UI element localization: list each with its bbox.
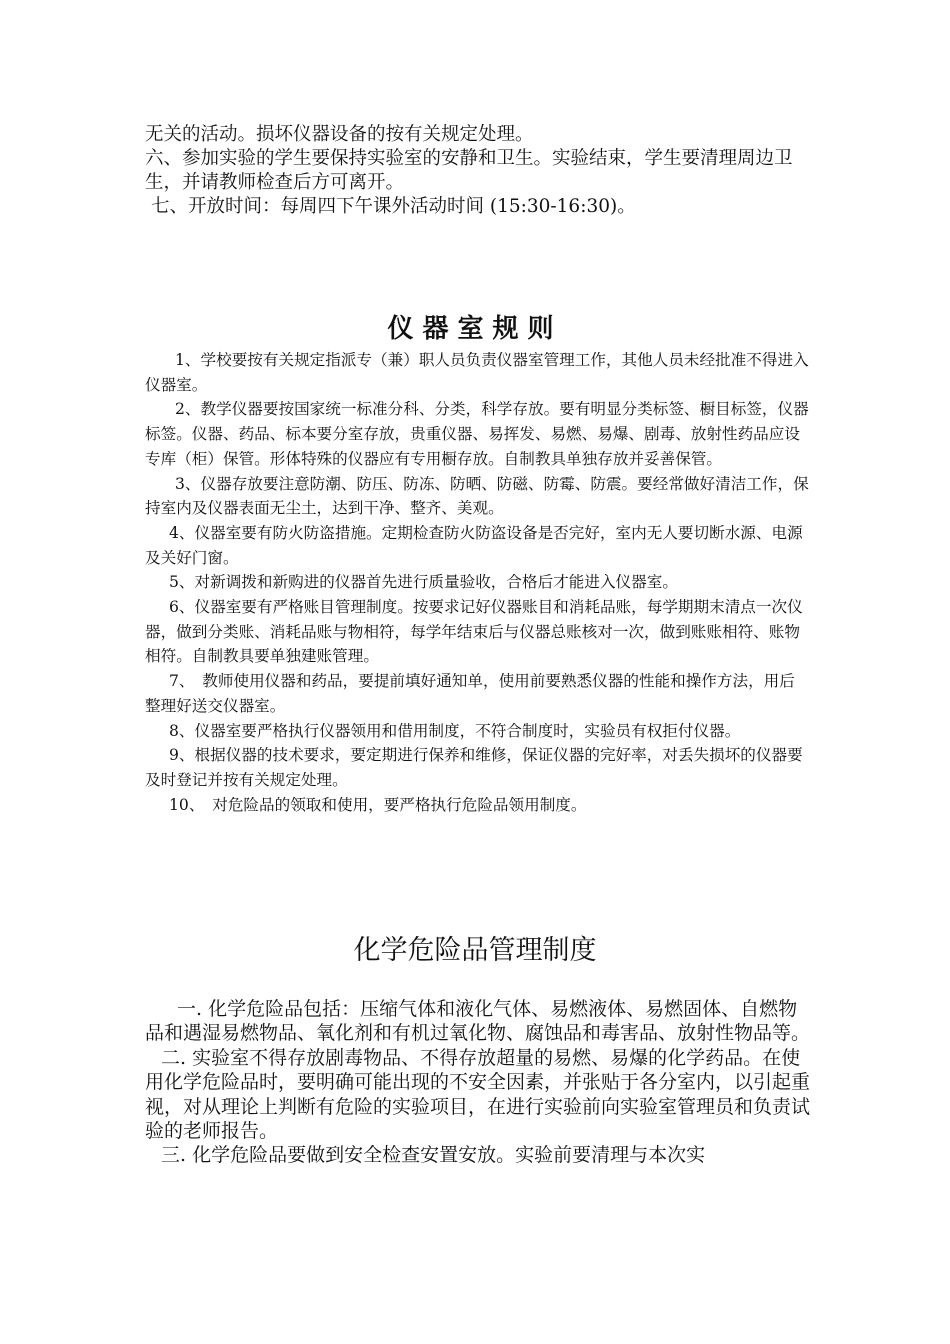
instrument-rules-list [145,348,810,817]
instrument-rule-2: 2、教学仪器要按国家统一标准分科、分类，科学存放。要有明显分类标签、橱目标签，仪器标签。仪器、药品、标本要分室存放，贵重仪器、易挥发、易燃、易爆、剧毒、放射性药品应设专库（柜）保管。形体特殊的仪器应有专用橱存放。自制教具单独存放并妥善保管。 [145,400,809,468]
intro-section [145,123,810,219]
instrument-rule-9: 9、根据仪器的技术要求，要定期进行保养和维修，保证仪器的完好率，对丢失损坏的仪器要及时登记并按有关规定处理。 [145,746,803,789]
instrument-rules-title: 仪器室规则 [387,314,563,344]
chemical-rule-1: 一. 化学危险品包括：压缩气体和液化气体、易燃液体、易燃固体、自燃物品和遇湿易燃物品、氧化剂和有机过氧化物、腐蚀品和毒害品、放射性物品等。 [145,998,811,1045]
chemical-rules-title: 化学危险品管理制度 [353,935,597,966]
instrument-rule-8: 8、仪器室要严格执行仪器领用和借用制度，不符合制度时，实验员有权拒付仪器。 [169,721,741,740]
instrument-rule-1: 1、学校要按有关规定指派专（兼）职人员负责仪器室管理工作，其他人员未经批准不得进入仪器室。 [145,351,809,394]
rule-item-7: 七、开放时间：每周四下午课外活动时间 (15:30-16:30)。 [151,196,636,217]
rule-item-6: 六、参加实验的学生要保持实验室的安静和卫生。实验结束，学生要清理周边卫生，并请教师检查后方可离开。 [145,148,793,193]
chemical-rules-list [145,997,810,1168]
instrument-rule-10: 10、 对危险品的领取和使用，要严格执行危险品领用制度。 [169,795,587,814]
instrument-rule-4: 4、仪器室要有防火防盗措施。定期检查防火防盗设备是否完好，室内无人要切断水源、电源及关好门窗。 [145,523,803,567]
instrument-rule-5: 5、对新调拨和新购进的仪器首先进行质量验收，合格后才能进入仪器室。 [169,573,678,592]
chemical-rule-2: 二. 实验室不得存放剧毒物品、不得存放超量的易燃、易爆的化学药品。在使用化学危险品时，要明确可能出现的不安全因素，并张贴于各分室内，以引起重视，对从理论上判断有危险的实验项目，在进行实验前向实验室管理员和负责试验的老师报告。 [145,1046,811,1143]
intro-line: 无关的活动。损坏仪器设备的按有关规定处理。 [145,124,534,145]
instrument-rule-3: 3、仪器存放要注意防潮、防压、防冻、防晒、防磁、防霉、防震。要经常做好清洁工作，保持室内及仪器表面无尘土，达到干净、整齐、美观。 [145,474,809,518]
instrument-rule-6: 6、仪器室要有严格账目管理制度。按要求记好仪器账目和消耗品账，每学期期末清点一次仪器，做到分类账、消耗品账与物相符，每学年结束后与仪器总账核对一次，做到账账相符、账物相符。自制教具要单独建账管理。 [145,598,803,666]
chemical-rule-3: 三. 化学危险品要做到安全检查安置安放。实验前要清理与本次实 [161,1144,706,1167]
instrument-rule-7: 7、 教师使用仪器和药品，要提前填好通知单，使用前要熟悉仪器的性能和操作方法，用后整理好送交仪器室。 [145,672,795,715]
